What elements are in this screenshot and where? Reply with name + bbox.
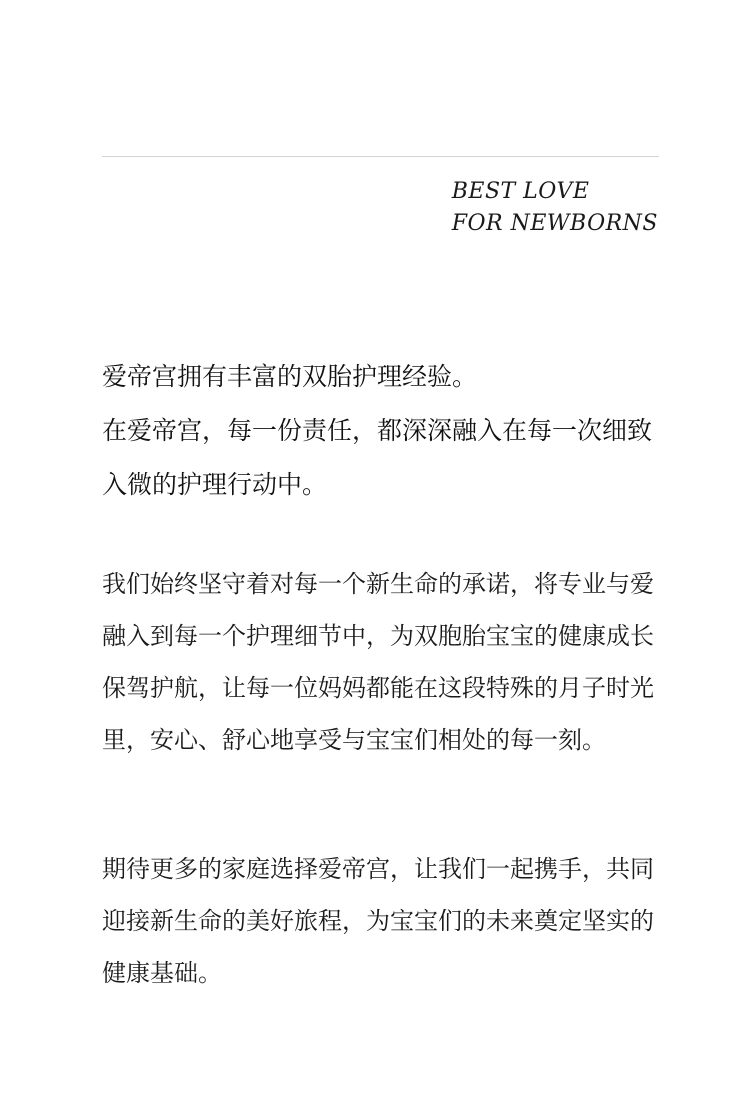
tagline-line-2: FOR NEWBORNS	[451, 211, 658, 236]
tagline-line-1: BEST LOVE	[451, 179, 590, 204]
intro-line-2: 在爱帝宫，每一份责任，都深深融入在每一次细致入微的护理行动中。	[102, 416, 653, 499]
tagline	[452, 176, 658, 240]
paragraph-invitation: 期待更多的家庭选择爱帝宫，让我们一起携手，共同迎接新生命的美好旅程，为宝宝们的未来奠定坚实的健康基础。	[102, 855, 654, 987]
paragraph-commitment: 我们始终坚守着对每一个新生命的承诺，将专业与爱融入到每一个护理细节中，为双胞胎宝宝的健康成长保驾护航，让每一位妈妈都能在这段特殊的月子时光里，安心、舒心地享受与宝宝们相处的每一刻。	[102, 570, 654, 754]
intro-block	[102, 350, 658, 512]
intro-line-1: 爱帝宫拥有丰富的双胎护理经验。	[102, 362, 478, 391]
header-divider	[102, 156, 659, 157]
